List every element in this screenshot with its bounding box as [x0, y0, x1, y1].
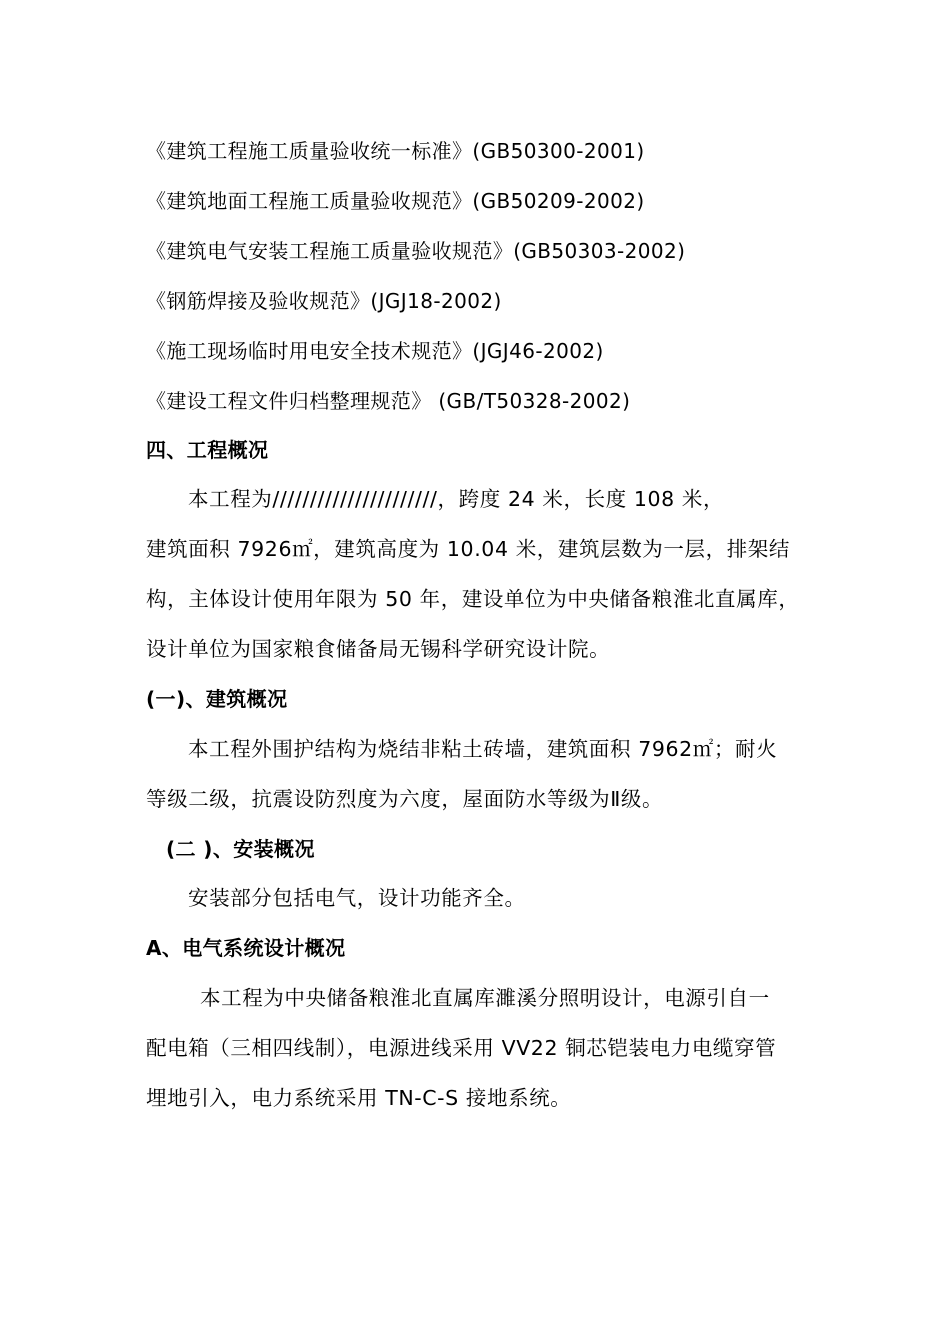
- reference-item: 《建筑地面工程施工质量验收规范》(GB50209-2002): [146, 189, 645, 213]
- paragraph-line: 本工程为//////////////////////，跨度 24 米，长度 108 米，: [188, 487, 725, 511]
- paragraph-line: 等级二级，抗震设防烈度为六度，屋面防水等级为Ⅱ级。: [146, 787, 664, 811]
- paragraph-line: 本工程外围护结构为烧结非粘土砖墙，建筑面积 7962㎡；耐火: [188, 737, 778, 761]
- paragraph-line: 埋地引入，电力系统采用 TN-C-S 接地系统。: [146, 1086, 572, 1110]
- reference-item: 《建筑电气安装工程施工质量验收规范》(GB50303-2002): [146, 239, 686, 263]
- reference-item: 《施工现场临时用电安全技术规范》(JGJ46-2002): [146, 339, 604, 363]
- reference-item: 《建筑工程施工质量验收统一标准》(GB50300-2001): [146, 139, 645, 163]
- reference-item: 《建设工程文件归档整理规范》 (GB/T50328-2002): [146, 389, 631, 413]
- paragraph-line: 设计单位为国家粮食储备局无锡科学研究设计院。: [146, 637, 611, 661]
- reference-item: 《钢筋焊接及验收规范》(JGJ18-2002): [146, 289, 502, 313]
- subsection-heading: A、电气系统设计概况: [146, 936, 346, 960]
- paragraph-line: 安装部分包括电气，设计功能齐全。: [188, 886, 526, 910]
- section-heading: 四、工程概况: [146, 438, 269, 462]
- paragraph-line: 建筑面积 7926㎡，建筑高度为 10.04 米，建筑层数为一层，排架结: [146, 537, 791, 561]
- paragraph-line: 本工程为中央储备粮淮北直属库濉溪分照明设计，电源引自一: [200, 986, 770, 1010]
- paragraph-line: 配电箱（三相四线制），电源进线采用 VV22 铜芯铠装电力电缆穿管: [146, 1036, 777, 1060]
- paragraph-line: 构，主体设计使用年限为 50 年，建设单位为中央储备粮淮北直属库，: [146, 587, 800, 611]
- subsection-heading: (一)、建筑概况: [146, 687, 288, 711]
- subsection-heading: (二 )、安装概况: [166, 837, 315, 861]
